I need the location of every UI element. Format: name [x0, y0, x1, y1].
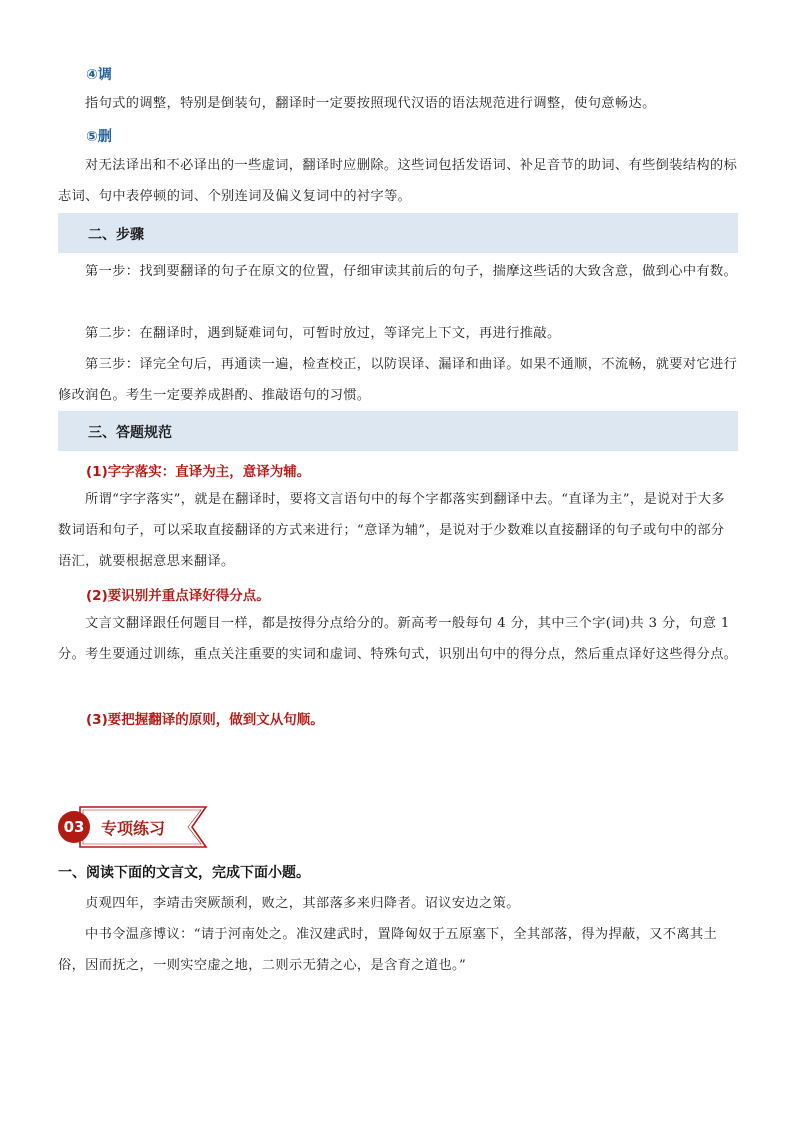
section-title-steps: 二、步骤: [88, 227, 144, 243]
paragraph-delete: 对无法译出和不必译出的一些虚词，翻译时应删除。这些词包括发语词、补足音节的助词、有些倒装结构的标志词、句中表停顿的词、个别连词及偏义复词中的衬字等。: [58, 158, 738, 204]
paragraph-adjust: 指句式的调整，特别是倒装句，翻译时一定要按照现代汉语的语法规范进行调整，使句意畅达。: [85, 96, 656, 111]
passage-paragraph-2: 中书令温彦博议：“请于河南处之。准汉建武时，置降匈奴于五原塞下，全其部落，得为捍蔽，又不离其土俗，因而抚之，一则实空虚之地，二则示无猜之心，是含育之道也。”: [58, 927, 718, 973]
section-title-norms: 三、答题规范: [88, 425, 172, 441]
paragraph-norm1: 所谓“字字落实”，就是在翻译时，要将文言语句中的每个字都落实到翻译中去。“直译为主”，是说对于大多数词语和句子，可以采取直接翻译的方式来进行；“意译为辅”，是说对于少数难以直接翻译的句子或句中的部分语汇，就要根据意思来翻译。: [58, 492, 726, 569]
question-heading: 一、阅读下面的文言文，完成下面小题。: [58, 865, 310, 881]
heading-delete: ⑤删: [86, 129, 112, 145]
heading-norm2: (2)要识别并重点译好得分点。: [86, 588, 270, 604]
section-band-norms: [58, 411, 738, 451]
badge-number: 03: [58, 811, 90, 843]
paragraph-norm2: 文言文翻译跟任何题目一样，都是按得分点给分的。新高考一般每句 4 分，其中三个字(词)共 3 分，句意 1 分。考生要通过训练，重点关注重要的实词和虚词、特殊句式，识别出句中的得分点，然后重点译好这些得分点。: [58, 616, 738, 662]
badge-label: 专项练习: [101, 819, 166, 838]
paragraph-step3: 第三步：译完全句后，再通读一遍，检查校正，以防误译、漏译和曲译。如果不通顺，不流畅，就要对它进行修改润色。考生一定要养成斟酌、推敲语句的习惯。: [58, 357, 738, 403]
practice-badge: [58, 803, 218, 851]
paragraph-step2: 第二步：在翻译时，遇到疑难词句，可暂时放过，等译完上下文，再进行推敲。: [85, 326, 561, 341]
paragraph-step1: 第一步：找到要翻译的句子在原文的位置，仔细审读其前后的句子，揣摩这些话的大致含意，做到心中有数。: [85, 264, 738, 279]
heading-norm1: (1)字字落实：直译为主，意译为辅。: [86, 464, 311, 480]
passage-paragraph-1: 贞观四年，李靖击突厥颉利，败之，其部落多来归降者。诏议安边之策。: [85, 896, 520, 911]
section-band-steps: [58, 213, 738, 253]
heading-norm3: (3)要把握翻译的原则，做到文从句顺。: [86, 712, 324, 728]
heading-adjust: ④调: [86, 67, 112, 83]
